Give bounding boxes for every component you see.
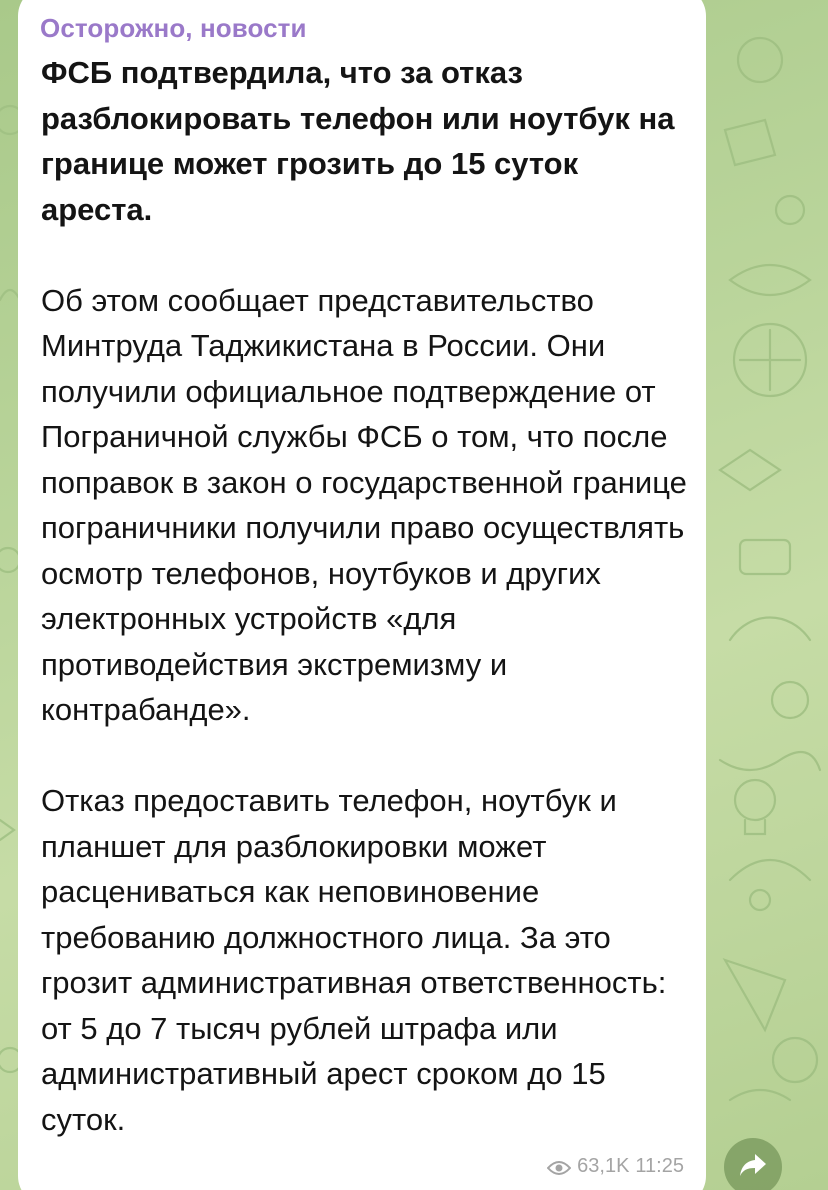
message-paragraph-1: Об этом сообщает представительство Минтруда Таджикистана в России. Они получили официальное подтверждение от Пограничной службы ФСБ о том, что после поправок в закон о государственной границе пограничники получили право осуществлять осмотр телефонов, ноутбуков и других электронных устройств «для противодействия экстремизму и контрабанде». (41, 282, 687, 727)
message-text (41, 50, 691, 1142)
channel-name[interactable]: Осторожно, новости (40, 13, 307, 43)
message-meta (547, 1155, 684, 1178)
eye-icon (547, 1159, 571, 1175)
view-count: 63,1K (577, 1155, 630, 1177)
share-arrow-icon (738, 1152, 768, 1183)
paragraph-spacer (41, 232, 691, 278)
message-headline: ФСБ подтвердила, что за отказ разблокировать телефон или ноутбук на границе может грозить до 15 суток ареста. (41, 55, 675, 227)
paragraph-spacer (41, 733, 691, 779)
share-button[interactable] (724, 1138, 782, 1190)
message-paragraph-2: Отказ предоставить телефон, ноутбук и планшет для разблокировки может расцениваться как неповиновение требованию должностного лица. За это грозит административная ответственность: от 5 до 7 тысяч рублей штрафа или административный арест сроком до 15 суток. (41, 783, 667, 1137)
message-time: 11:25 (635, 1155, 684, 1177)
